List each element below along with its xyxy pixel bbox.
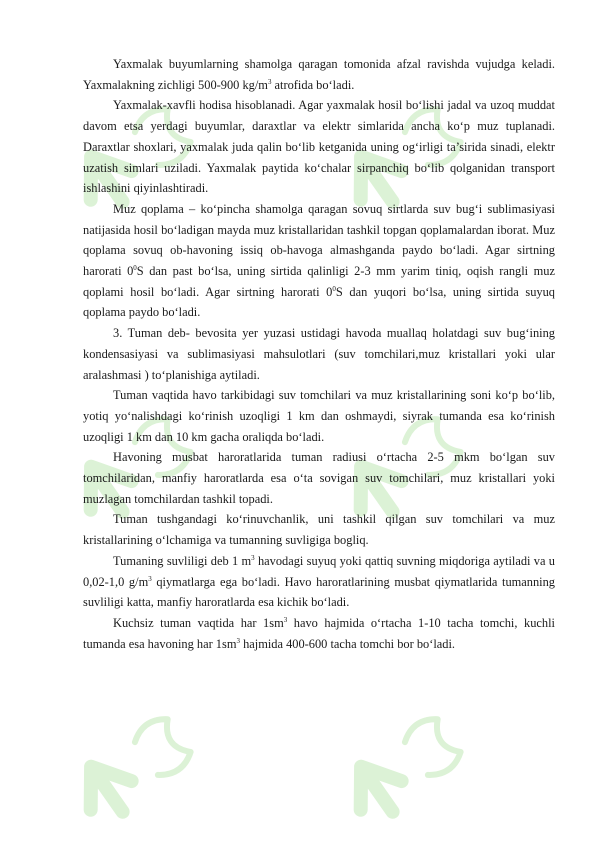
superscript: 3 (148, 574, 152, 583)
body-text (83, 54, 555, 654)
paragraph (83, 323, 555, 385)
watermark-mark (69, 713, 196, 826)
paragraph (83, 551, 555, 613)
text-run: Yaxmalak-xavfli hodisa hisoblanadi. Agar yaxmalak hosil bo‘lishi jadal va uzoq muddat davom etsa yerdagi buyumlar, daraxtlar va elektr simlarida ancha ko‘p muz tuplanadi. Daraxtlar shoxlari, yaxmalak juda qalin bo‘lib ketganida uning og‘irligi ta’sirida sinadi, elektr uzatish simlari uziladi. Yaxmalak paytida ko‘chalar sirpanchiq bo‘lib qolganidan transport ishlashini qiyinlashtiradi. (83, 98, 555, 196)
superscript: 3 (251, 553, 255, 562)
superscript: 0 (332, 284, 336, 293)
paragraph (83, 447, 555, 509)
watermark-mark (339, 713, 466, 826)
superscript: 3 (283, 615, 288, 624)
text-run: Tumaning suvliligi deb 1 m (113, 553, 252, 568)
text-run: S dan yuqori bo‘lsa, uning sirtida suyuq qoplama paydo bo‘ladi. (83, 284, 555, 320)
text-run: Kuchsiz tuman vaqtida har 1sm (113, 615, 284, 630)
text-run: qiymatlarga ega bo‘ladi. Havo haroratlarining musbat qiymatlarida tumanning suvliligi katta, manfiy haroratlarda esa kichik bo‘ladi. (83, 574, 556, 610)
text-run: havo hajmida o‘rtacha 1-10 tacha tomchi, kuchli tumanda esa havoning har 1sm (83, 615, 555, 651)
paragraph (83, 95, 555, 199)
paragraph (83, 613, 555, 654)
superscript: 3 (267, 77, 272, 86)
text-run: atrofida bo‘ladi. (271, 77, 355, 92)
text-run: 3. Tuman deb- bevosita yer yuzasi ustidagi havoda muallaq holatdagi suv bug‘ining kondensasiyasi va sublimasiyasi mahsulotlari (suv tomchilari,muz kristallari yoki ular aralashmasi ) to‘planishiga aytiladi. (83, 326, 555, 382)
text-run: Muz qoplama – ko‘pincha shamolga qaragan sovuq sirtlarda suv bug‘i sublimasiyasi natijasida hosil bo‘ladigan mayda muz kristallaridan tashkil topgan qoplamalardan iborat. Muz qoplama sovuq ob-havoning issiq ob-havoga almashganda paydo bo‘ladi. Agar sirtning harorati 0 (83, 201, 555, 279)
text-run: havodagi suyuq yoki qattiq suvning miqdoriga aytiladi va u 0,02-1,0 g/m (83, 553, 555, 589)
paragraph (83, 385, 555, 447)
superscript: 3 (236, 636, 240, 645)
text-run: Yaxmalak buyumlarning shamolga qaragan tomonida afzal ravishda vujudga keladi. Yaxmalakning zichligi 500-900 kg/m (83, 57, 555, 92)
text-run: S dan past bo‘lsa, uning sirtida qalinligi 2-3 mm yarim tiniq, oqish rangli muz qoplami hosil bo‘ladi. Agar sirtning harorati 0 (83, 264, 555, 299)
text-run: hajmida 400-600 tacha tomchi bor bo‘ladi. (239, 636, 456, 651)
paragraph (83, 199, 555, 323)
text-run: Havoning musbat haroratlarida tuman radiusi o‘rtacha 2-5 mkm bo‘lgan suv tomchilaridan, manfiy haroratlarda esa o‘ta sovigan suv tomchilari, muz kristallari yoki muzlagan tomchilardan tashkil topadi. (83, 450, 555, 506)
text-run: Tuman tushgandagi ko‘rinuvchanlik, uni tashkil qilgan suv tomchilari va muz kristallarining o‘lchamiga va tumanning suvligiga bogliq. (83, 512, 555, 548)
paragraph (83, 509, 555, 550)
text-run: Tuman vaqtida havo tarkibidagi suv tomchilari va muz kristallarining soni ko‘p bo‘lib, yotiq yo‘nalishdagi ko‘rinish uzoqligi 1 km dan oshmaydi, siyrak tumanda esa ko‘rinish uzoqligi 1 km dan 10 km gacha oraliqda bo‘ladi. (83, 388, 555, 444)
superscript: 0 (133, 264, 137, 273)
paragraph (83, 54, 555, 95)
